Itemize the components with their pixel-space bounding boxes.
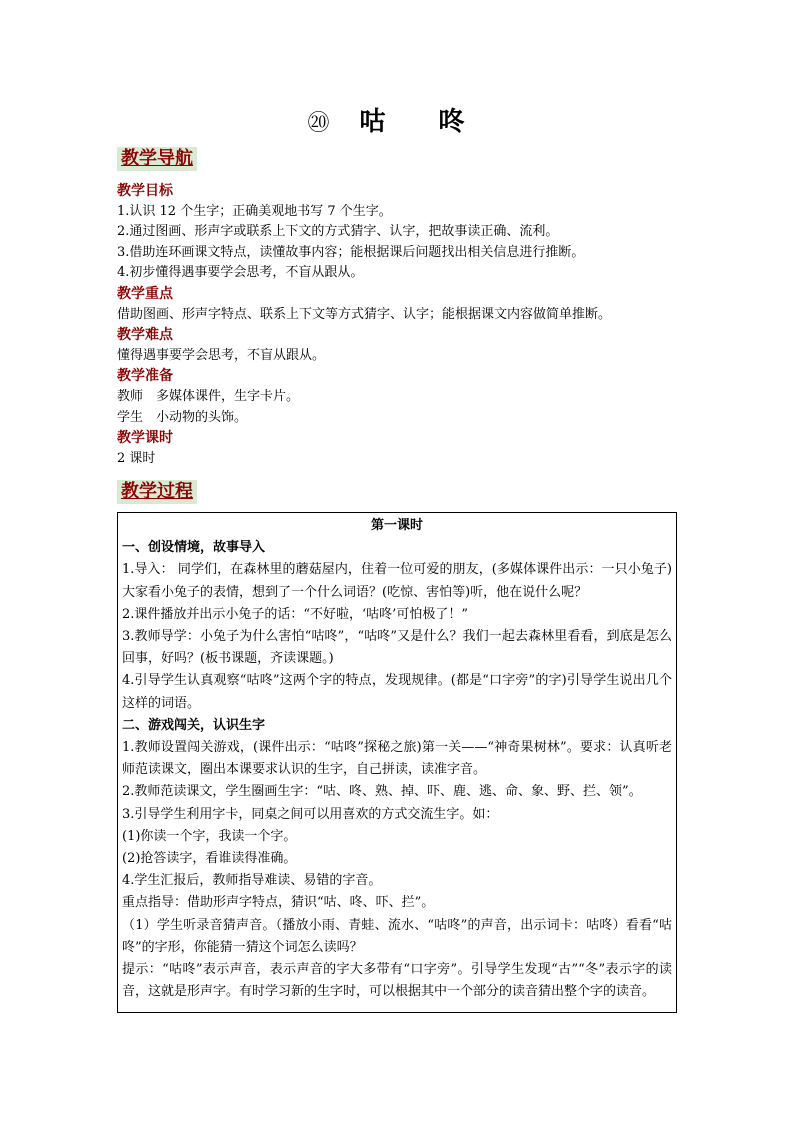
teaching-nav-content [117,181,677,469]
class-hours-label: 教学课时 [117,430,173,447]
first-lesson-title: 第一课时 [370,518,423,533]
teaching-process-heading: 教学过程 [117,480,197,504]
part1-title: 一、创设情境，故事导入 [122,540,266,556]
part2-paragraph: (1)你读一个字，我读一个字。 [122,828,297,844]
lesson-number: ⑳ [307,111,332,136]
goals-label: 教学目标 [117,183,173,199]
class-hours-text: 2 课时 [117,450,156,466]
lesson-title [0,101,794,138]
goal-item: 3.借助连环画课文特点，读懂故事内容；能根据课后问题找出相关信息进行推断。 [117,244,585,260]
part2-paragraph: （1）学生听录音猜声音。（播放小雨、青蛙、流水、“咕咚”的声音，出示词卡：咕咚）看看“咕咚”的字形，你能猜一猜这个词怎么读吗？ [122,917,672,955]
goal-item: 1.认识 12 个生字；正确美观地书写 7 个生字。 [117,203,392,219]
part1-paragraph: 3.教师导学：小兔子为什么害怕“咕咚”，“咕咚”又是什么？我们一起去森林里看看，到底是怎么回事，好吗？(板书课题，齐读课题。) [122,629,672,667]
part2-paragraph: 重点指导：借助形声字特点，猜识“咕、咚、吓、拦”。 [122,895,435,911]
part2-paragraph: 3.引导学生利用字卡，同桌之间可以用喜欢的方式交流生字。如： [122,806,499,822]
preparation-item: 学生 小动物的头饰。 [117,409,248,425]
part2-paragraph: 1.教师设置闯关游戏，(课件出示：“咕咚”探秘之旅)第一关——“神奇果树林”。要求：认真听老师范读课文，圈出本课要求认识的生字，自己拼读，读准字音。 [122,740,672,778]
part2-paragraph: 4.学生汇报后，教师指导难读、易错的字音。 [122,873,382,889]
lesson-process-box [117,512,677,1013]
teaching-nav-heading: 教学导航 [117,147,197,171]
preparation-label: 教学准备 [117,368,173,385]
part1-paragraph: 4.引导学生认真观察“咕咚”这两个字的特点，发现规律。(都是“口字旁”的字)引导学生说出几个这样的词语。 [122,673,672,711]
part2-paragraph: 2.教师范读课文，学生圈画生字：“咕、咚、熟、掉、吓、鹿、逃、命、象、野、拦、领”。 [122,784,642,800]
part1-paragraph: 2.课件播放并出示小兔子的话：“不好啦，‘咕咚’可怕极了！” [122,606,468,622]
key-points-label: 教学重点 [117,285,173,302]
part1-paragraph: 1.导入： 同学们，在森林里的蘑菇屋内，住着一位可爱的朋友，(多媒体课件出示：一只小兔子)大家看小兔子的表情，想到了一个什么词语？(吃惊、害怕等)听，他在说什么呢？ [122,562,672,600]
key-points-text: 借助图画、形声字特点、联系上下文等方式猜字、认字；能根据课文内容做简单推断。 [117,306,612,322]
preparation-item: 教师 多媒体课件，生字卡片。 [117,388,300,404]
part2-title: 二、游戏闯关，认识生字 [122,717,266,733]
part2-paragraph: (2)抢答读字，看谁读得准确。 [122,851,297,867]
goal-item: 4.初步懂得遇事要学会思考，不盲从跟从。 [117,265,364,281]
lesson-title-text: 咕 咚 [359,107,487,137]
difficulty-text: 懂得遇事要学会思考，不盲从跟从。 [117,347,326,363]
difficulty-label: 教学难点 [117,327,173,344]
goal-item: 2.通过图画、形声字或联系上下文的方式猜字、认字，把故事读正确、流利。 [117,224,559,240]
part2-paragraph: 提示：“咕咚”表示声音，表示声音的字大多带有“口字旁”。引导学生发现“古”“冬”表示字的读音，这就是形声字。有时学习新的生字时，可以根据其中一个部分的读音猜出整个字的读音。 [122,962,672,1000]
